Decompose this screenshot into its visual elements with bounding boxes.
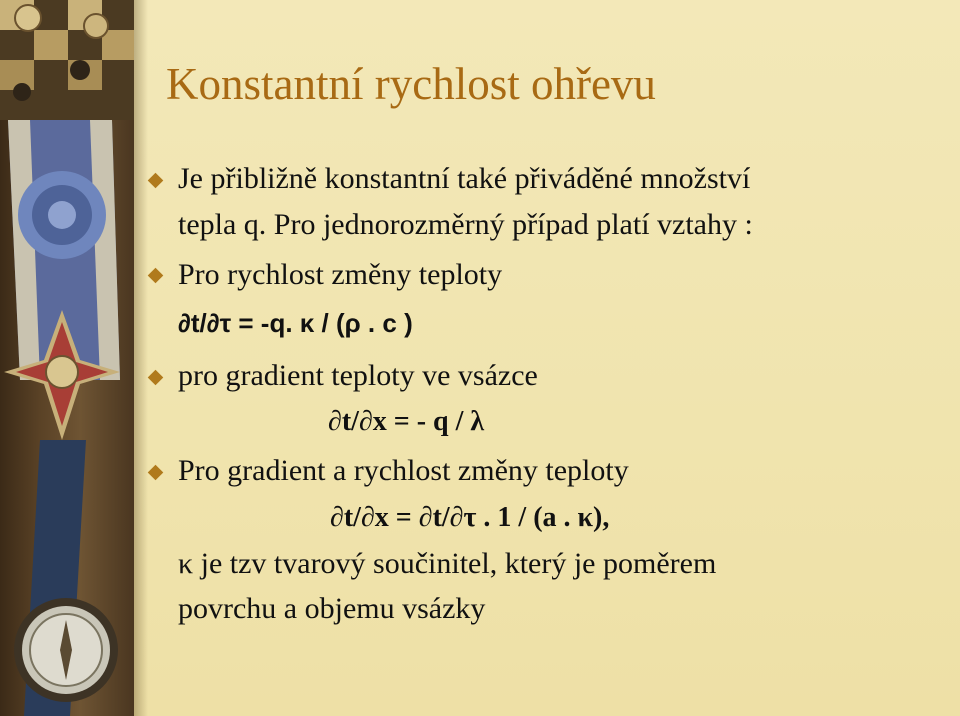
bullet-1-line-2: tepla q. Pro jednorozměrný případ platí vztahy : [178,208,753,241]
bullet-4-line-2: κ je tzv tvarový součinitel, který je poměrem [178,547,717,580]
bullet-3-line-1: pro gradient teploty ve vsázce [178,359,538,392]
bullet-4-line-3: povrchu a objemu vsázky [178,592,486,625]
formula-temperature-gradient: ∂t/∂x = - q / λ [328,406,485,437]
diamond-bullet-icon [148,173,164,189]
formula-heating-rate: ∂t/∂τ = -q. κ / (ρ . c ) [178,308,413,338]
diamond-bullet-icon [148,465,164,481]
bullet-4-line-1: Pro gradient a rychlost změny teploty [178,454,629,487]
decorative-medal-image [0,0,134,716]
bullet-2-line-1: Pro rychlost změny teploty [178,258,503,291]
formula-gradient-and-rate: ∂t/∂x = ∂t/∂τ . 1 / (a . κ), [330,502,610,533]
diamond-bullet-icon [148,268,164,284]
slide-title: Konstantní rychlost ohřevu [166,59,656,109]
bullet-1-line-1: Je přibližně konstantní také přiváděné množství [178,162,751,195]
diamond-bullet-icon [148,370,164,386]
strip-shadow [134,0,148,716]
